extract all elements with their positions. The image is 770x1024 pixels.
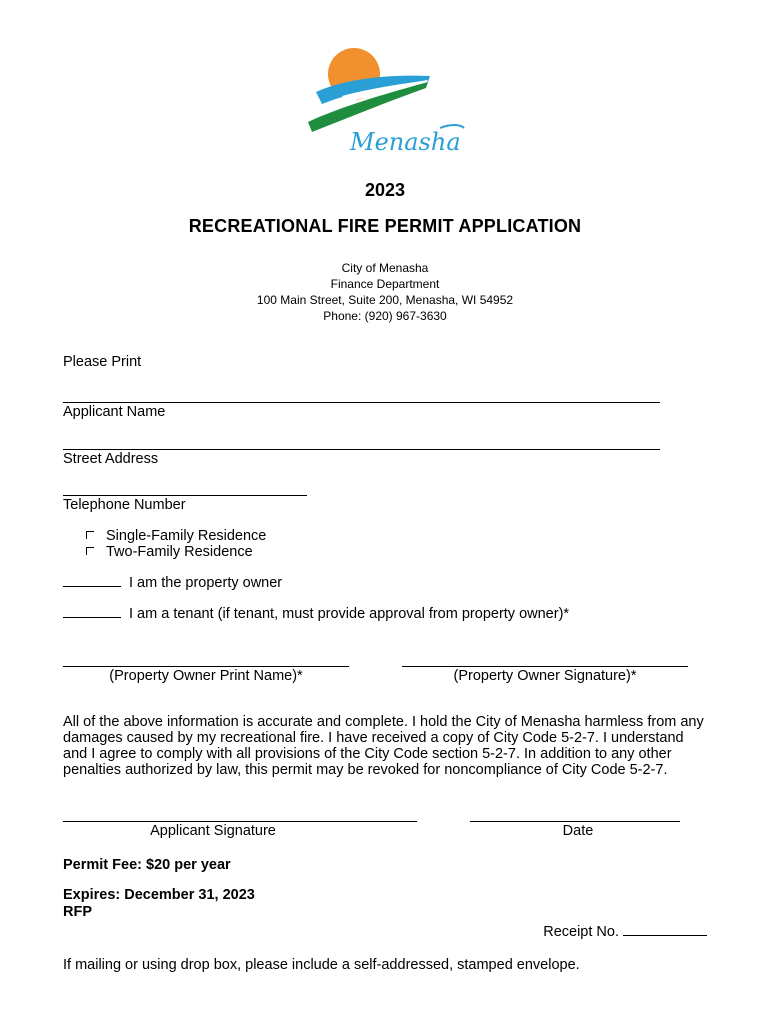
declaration-text: All of the above information is accurate and complete. I hold the City of Menasha harmless from any damages caused by my recreational fire. I have received a copy of City Code 5-2-7. I understand and I agree to comply with all provisions of the City Code section 5-2-7. In addition to any other penalties authorized by law, this permit may be revoked for noncompliance of City Code 5-2-7. — [63, 714, 704, 778]
expiration-date: Expires: December 31, 2023 — [63, 887, 255, 903]
form-code: RFP — [63, 904, 92, 920]
form-title: RECREATIONAL FIRE PERMIT APPLICATION — [188, 216, 582, 236]
checkbox-icon[interactable] — [86, 531, 94, 539]
owner-signature-field[interactable] — [402, 666, 688, 667]
menasha-logo — [302, 44, 468, 160]
owner-initial-field[interactable] — [63, 586, 121, 587]
telephone-label: Telephone Number — [63, 497, 186, 513]
date-label: Date — [562, 823, 594, 839]
org-name: City of Menasha — [341, 261, 429, 275]
applicant-name-label: Applicant Name — [63, 404, 166, 420]
permit-fee: Permit Fee: $20 per year — [63, 857, 231, 873]
street-address-text: 100 Main Street, Suite 200, Menasha, WI 54952 — [256, 293, 514, 307]
applicant-name-field[interactable] — [63, 402, 660, 403]
mailing-note: If mailing or using drop box, please include a self-addressed, stamped envelope. — [63, 957, 580, 973]
applicant-signature-label: Applicant Signature — [150, 823, 276, 839]
receipt-number-field[interactable] — [623, 935, 707, 936]
owner-print-name-label: (Property Owner Print Name)* — [109, 668, 303, 684]
tenant-statement: I am a tenant (if tenant, must provide approval from property owner)* — [63, 606, 569, 622]
street-address-field[interactable] — [63, 449, 660, 450]
date-field[interactable] — [470, 821, 680, 822]
telephone-field[interactable] — [63, 495, 307, 496]
owner-print-name-field[interactable] — [63, 666, 349, 667]
receipt-number: Receipt No. — [543, 924, 707, 940]
owner-signature-label: (Property Owner Signature)* — [453, 668, 637, 684]
single-family-option[interactable]: Single-Family Residence — [86, 528, 266, 544]
checkbox-icon[interactable] — [86, 547, 94, 555]
form-year: 2023 — [364, 180, 406, 200]
department: Finance Department — [330, 277, 440, 291]
applicant-signature-field[interactable] — [63, 821, 417, 822]
street-address-label: Street Address — [63, 451, 159, 467]
phone-text: Phone: (920) 967-3630 — [323, 309, 447, 323]
tenant-initial-field[interactable] — [63, 617, 121, 618]
owner-statement: I am the property owner — [63, 575, 282, 591]
svg-text:Menasha: Menasha — [350, 128, 461, 156]
please-print-label: Please Print — [63, 354, 142, 370]
two-family-option[interactable]: Two-Family Residence — [86, 544, 253, 560]
